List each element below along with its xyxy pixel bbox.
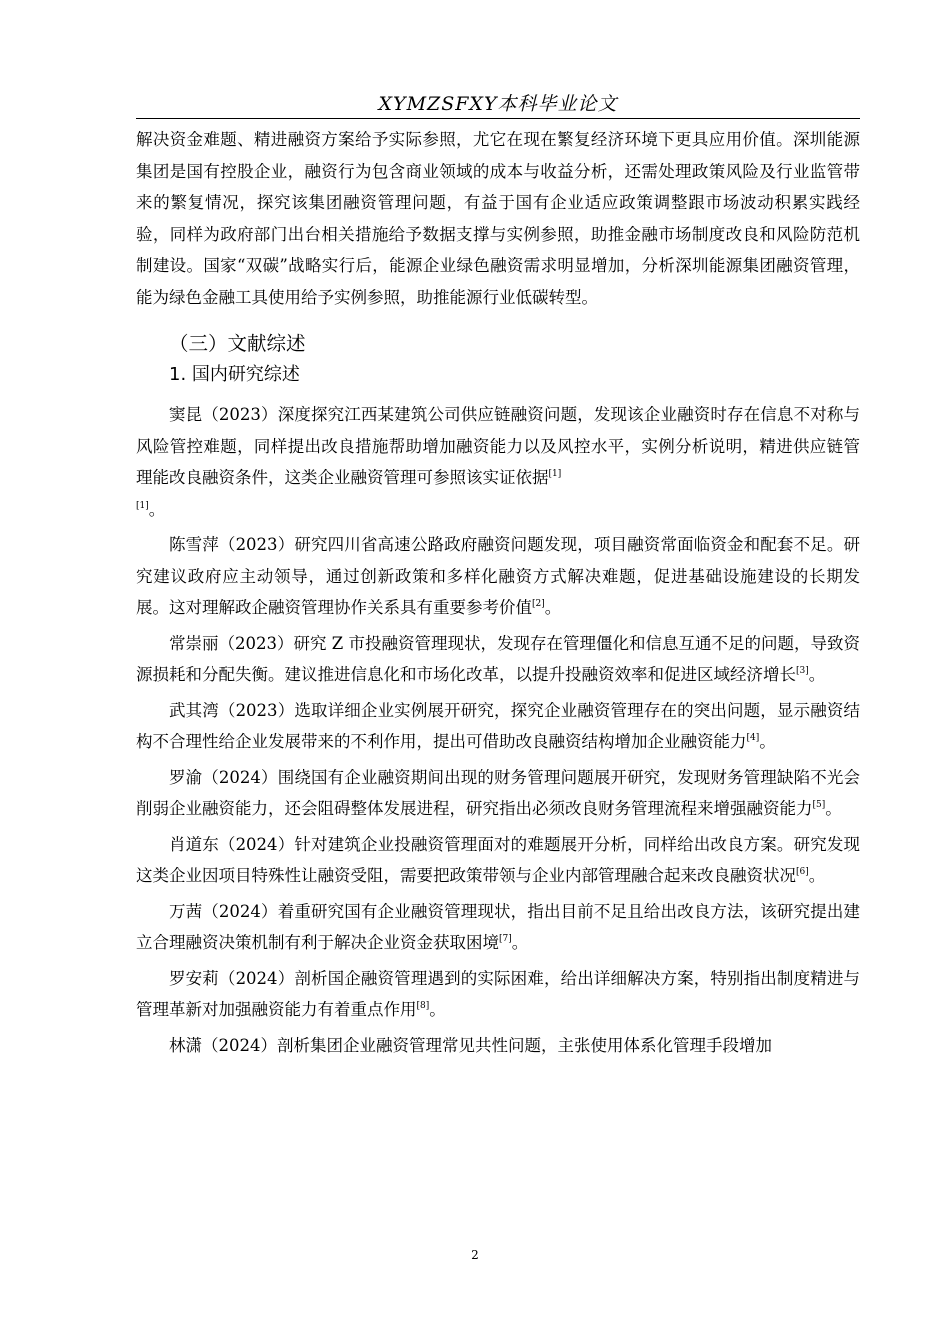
review-end: 。 (759, 732, 776, 751)
review-text: 常崇丽（2023）研究 Z 市投融资管理现状，发现存在管理僵化和信息互通不足的问题，导致资源损耗和分配失衡。建议推进信息化和市场化改革，以提升投融资效率和促进区域经济增长 (136, 633, 860, 684)
review-text: 陈雪萍（2023）研究四川省高速公路政府融资问题发现，项目融资常面临资金和配套不足。研究建议政府应主动领导，通过创新政策和多样化融资方式解决难题，促进基础设施建设的长期发展。这对理解政企融资管理协作关系具有重要参考价值 (136, 535, 860, 617)
section-heading: （三）文献综述 (169, 332, 306, 355)
review-end: 。 (544, 598, 562, 617)
review-text: 万茜（2024）着重研究国有企业融资管理现状，指出目前不足且给出改良方法，该研究提出建立合理融资决策机制有利于解决企业资金获取困境 (136, 901, 860, 952)
citation: [6] (796, 867, 809, 877)
review-end: 。 (511, 933, 529, 952)
review-paragraph (136, 628, 860, 691)
review-paragraph (136, 829, 860, 892)
subsection-heading: 1. 国内研究综述 (169, 364, 300, 385)
citation: [8] (416, 1001, 430, 1011)
intro-paragraph: 解决资金难题、精进融资方案给予实际参照，尤它在现在繁复经济环境下更具应用价值。深圳能源集团是国有控股企业，融资行为包含商业领域的成本与收益分析，还需处理政策风险及行业监管带来的繁复情况，探究该集团融资管理问题，有益于国有企业适应政策调整跟市场波动积累实践经验，同样为政府部门出台相关措施给予数据支撑与实例参照，助推金融市场制度改良和风险防范机制建设。国家“双碳”战略实行后，能源企业绿色融资需求明显增加，分析深圳能源集团融资管理，能为绿色金融工具使用给予实例参照，助推能源行业低碳转型。 (136, 130, 860, 307)
review-text: 武其湾（2023）选取详细企业实例展开研究，探究企业融资管理存在的突出问题，显示融资结构不合理性给企业发展带来的不利作用，提出可借助改良融资结构增加企业融资能力 (136, 700, 860, 751)
review-paragraph (136, 1030, 860, 1062)
citation: [7] (499, 934, 512, 944)
review-paragraph (136, 529, 860, 624)
review-end: 。 (808, 665, 826, 684)
page-number: 2 (471, 1248, 479, 1262)
review-text: 林潇（2024）剖析集团企业融资管理常见共性问题，主张使用体系化管理手段增加 (169, 1035, 772, 1055)
citation: [2] (532, 599, 545, 609)
review-paragraph (136, 963, 860, 1026)
citation: [3] (796, 666, 809, 676)
review-text: 罗安莉（2024）剖析国企融资管理遇到的实际困难，给出详细解决方案，特别指出制度精进与管理革新对加强融资能力有着重点作用 (136, 968, 860, 1019)
header-rule (136, 118, 860, 119)
review-paragraph (136, 762, 860, 825)
review-text: 肖道东（2024）针对建筑企业投融资管理面对的难题展开分析，同样给出改良方案。研究发现这类企业因项目特殊性让融资受阻，需要把政策带领与企业内部管理融合起来改良融资状况 (136, 834, 860, 885)
citation: [5] (812, 800, 826, 810)
review-end: 。 (808, 866, 826, 885)
page-content (136, 124, 860, 1065)
review-end: 。 (148, 499, 166, 519)
citation: [4] (746, 733, 760, 743)
running-header: XYMZSFXY本科毕业论文 (378, 93, 618, 115)
review-end: 。 (429, 1000, 446, 1019)
citation: [1] (548, 469, 562, 479)
review-paragraph (136, 695, 860, 758)
review-text: 罗渝（2024）围绕国有企业融资期间出现的财务管理问题展开研究，发现财务管理缺陷不光会削弱企业融资能力，还会阻碍整体发展进程，研究指出必须改良财务管理流程来增强融资能力 (136, 767, 860, 818)
review-paragraph (136, 896, 860, 959)
review-text: 窦昆（2023）深度探究江西某建筑公司供应链融资问题，发现该企业融资时存在信息不对称与风险管控难题，同样提出改良措施帮助增加融资能力以及风控水平，实例分析说明，精进供应链管理能改良融资条件，这类企业融资管理可参照该实证依据 (136, 405, 860, 487)
review-paragraph (136, 399, 860, 525)
citation: [1] (136, 500, 149, 511)
review-end: 。 (825, 799, 842, 818)
